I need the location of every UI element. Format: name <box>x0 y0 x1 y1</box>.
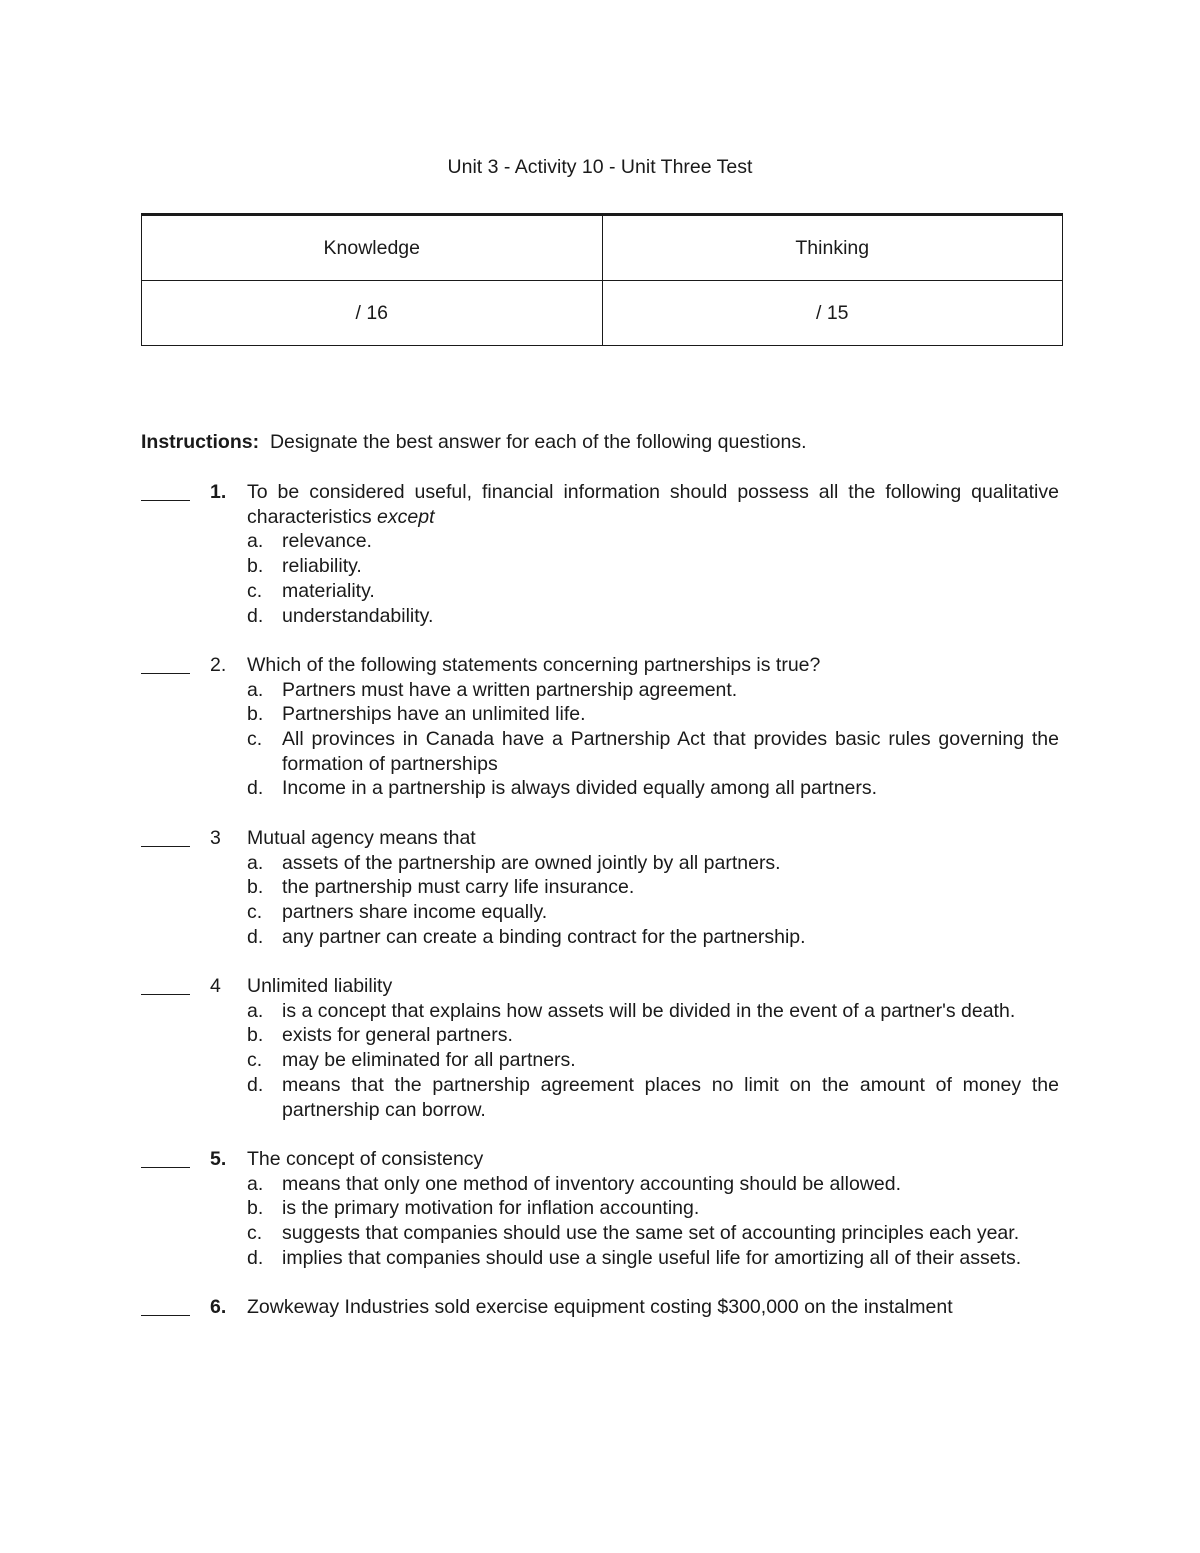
option-c <box>247 900 1059 925</box>
option-letter: d. <box>247 777 264 800</box>
option-letter: c. <box>247 1049 263 1072</box>
answer-blank[interactable] <box>141 653 190 674</box>
question-stem: To be considered useful, financial information should possess all the following qualitative characteristics <box>247 481 1059 528</box>
question-4 <box>0 974 1200 1122</box>
question-number: 5. <box>210 1147 227 1170</box>
option-letter: b. <box>247 876 264 899</box>
option-d <box>247 776 1059 801</box>
option-a <box>247 999 1059 1024</box>
option-text: the partnership must carry life insurance. <box>282 876 635 899</box>
option-letter: b. <box>247 703 264 726</box>
knowledge-header: Knowledge <box>142 215 603 281</box>
option-text: may be eliminated for all partners. <box>282 1049 576 1072</box>
thinking-header: Thinking <box>602 215 1063 281</box>
option-text: partners share income equally. <box>282 900 548 923</box>
question-6 <box>0 1295 1200 1320</box>
option-b <box>247 875 1059 900</box>
answer-blank[interactable] <box>141 1295 190 1316</box>
option-letter: b. <box>247 555 264 578</box>
option-a <box>247 851 1059 876</box>
option-a <box>247 529 1059 554</box>
option-letter: c. <box>247 1222 263 1245</box>
option-text: materiality. <box>282 579 375 602</box>
option-text: Partnerships have an unlimited life. <box>282 703 586 726</box>
option-text: any partner can create a binding contract for the partnership. <box>282 925 806 948</box>
option-text: implies that companies should use a single useful life for amortizing all of their assets. <box>282 1246 1022 1269</box>
option-letter: a. <box>247 851 264 874</box>
answer-blank[interactable] <box>141 974 190 995</box>
answer-blank[interactable] <box>141 480 190 501</box>
question-text <box>247 480 1059 529</box>
option-letter: c. <box>247 579 263 602</box>
option-c <box>247 1048 1059 1073</box>
option-letter: a. <box>247 678 264 701</box>
option-letter: a. <box>247 1172 264 1195</box>
thinking-score: / 15 <box>602 281 1063 346</box>
option-letter: a. <box>247 530 264 553</box>
option-text: assets of the partnership are owned jointly by all partners. <box>282 851 781 874</box>
option-d <box>247 1073 1059 1122</box>
option-text: Partners must have a written partnership agreement. <box>282 678 738 701</box>
question-text: Mutual agency means that <box>247 826 476 849</box>
option-text: relevance. <box>282 530 372 553</box>
option-text: is the primary motivation for inflation accounting. <box>282 1197 700 1220</box>
option-text: means that the partnership agreement places no limit on the amount of money the partnership can borrow. <box>282 1073 1059 1121</box>
question-text: Which of the following statements concerning partnerships is true? <box>247 653 821 676</box>
option-text: understandability. <box>282 604 434 627</box>
option-a <box>247 1172 1059 1197</box>
question-3 <box>0 826 1200 950</box>
question-number: 3 <box>210 826 221 849</box>
question-number: 2. <box>210 653 227 676</box>
answer-blank[interactable] <box>141 826 190 847</box>
score-table-value-row <box>142 281 1063 346</box>
question-5 <box>0 1147 1200 1271</box>
question-number: 6. <box>210 1296 227 1319</box>
page-title: Unit 3 - Activity 10 - Unit Three Test <box>447 156 753 178</box>
option-text: reliability. <box>282 555 362 578</box>
question-list <box>0 480 1200 1345</box>
knowledge-score: / 16 <box>142 281 603 346</box>
question-emphasis: except <box>377 505 435 528</box>
option-b <box>247 554 1059 579</box>
option-letter: c. <box>247 728 263 751</box>
option-letter: d. <box>247 604 264 627</box>
score-table-header-row <box>142 215 1063 281</box>
instructions-text: Designate the best answer for each of the following questions. <box>269 431 807 453</box>
option-letter: b. <box>247 1197 264 1220</box>
option-text: All provinces in Canada have a Partnership Act that provides basic rules governing the formation of partnerships <box>282 728 1059 775</box>
question-1 <box>0 480 1200 628</box>
answer-blank[interactable] <box>141 1147 190 1168</box>
option-letter: d. <box>247 1073 264 1096</box>
option-c <box>247 727 1059 776</box>
instructions-label: Instructions: <box>141 431 260 453</box>
option-d <box>247 1246 1059 1271</box>
option-text: suggests that companies should use the same set of accounting principles each year. <box>282 1222 1020 1245</box>
option-a <box>247 678 1059 703</box>
option-b <box>247 1023 1059 1048</box>
score-table <box>141 213 1063 346</box>
option-b <box>247 702 1059 727</box>
option-text: means that only one method of inventory accounting should be allowed. <box>282 1172 901 1195</box>
option-letter: b. <box>247 1024 264 1047</box>
question-number: 1. <box>210 481 227 503</box>
instructions <box>141 430 1063 455</box>
option-b <box>247 1196 1059 1221</box>
option-c <box>247 1221 1059 1246</box>
option-letter: a. <box>247 999 264 1022</box>
question-text: Zowkeway Industries sold exercise equipment costing $300,000 on the instalment <box>247 1296 953 1319</box>
question-text: Unlimited liability <box>247 975 393 998</box>
option-d <box>247 925 1059 950</box>
question-text: The concept of consistency <box>247 1147 484 1170</box>
option-letter: d. <box>247 1246 264 1269</box>
option-d <box>247 604 1059 629</box>
option-letter: c. <box>247 900 263 923</box>
option-text: is a concept that explains how assets will be divided in the event of a partner's death. <box>282 999 1016 1022</box>
question-2 <box>0 653 1200 801</box>
question-number: 4 <box>210 975 221 998</box>
option-text: Income in a partnership is always divided equally among all partners. <box>282 777 878 800</box>
option-c <box>247 579 1059 604</box>
option-letter: d. <box>247 925 264 948</box>
option-text: exists for general partners. <box>282 1024 513 1047</box>
